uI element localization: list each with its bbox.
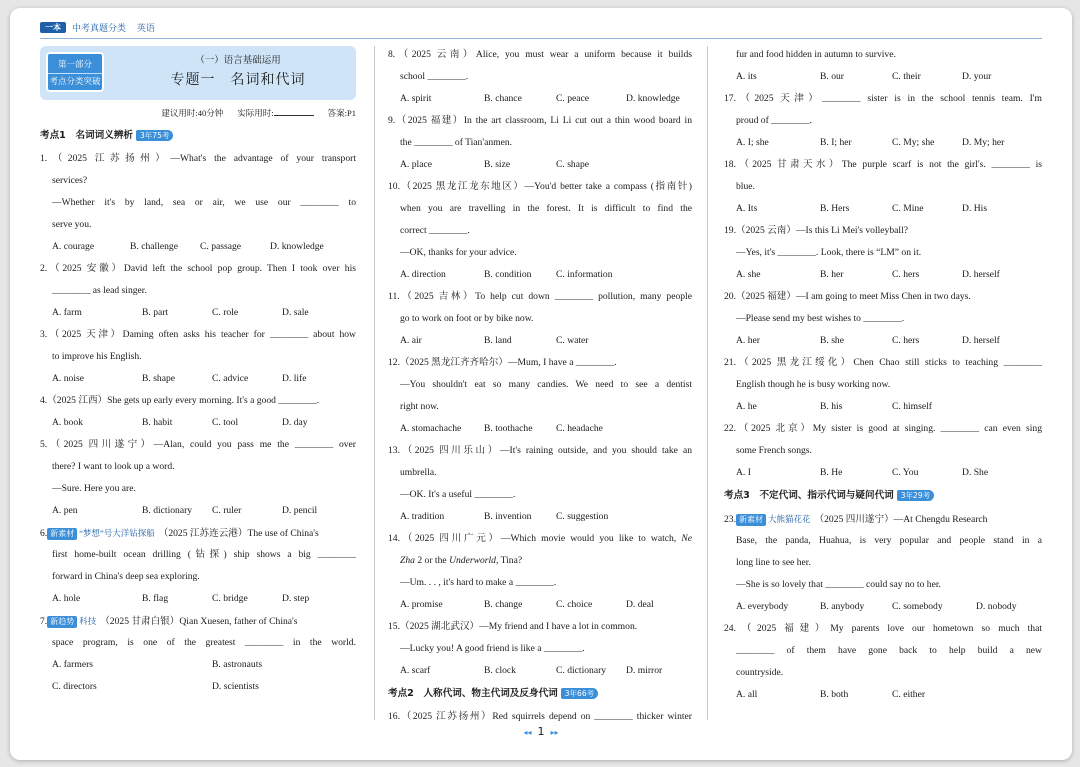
q3-option-b[interactable]: B. shape xyxy=(142,373,176,384)
q17-option-d[interactable]: D. My; her xyxy=(962,137,1005,148)
q14-option-c[interactable]: C. choice xyxy=(556,599,593,610)
q15-option-b[interactable]: B. clock xyxy=(484,665,516,676)
q22-line1: 22.（2025 北京）My sister is good at singing. ________ can even sing xyxy=(724,423,1042,434)
q13-option-b[interactable]: B. invention xyxy=(484,511,532,522)
q14-option-b[interactable]: B. change xyxy=(484,599,523,610)
q15-option-d[interactable]: D. mirror xyxy=(626,665,663,676)
q23-option-c[interactable]: C. somebody xyxy=(892,601,943,612)
q23-option-b[interactable]: B. anybody xyxy=(820,601,865,612)
q24-options xyxy=(724,684,1042,706)
q4-option-a[interactable]: A. book xyxy=(52,417,83,428)
q14-ne: Ne xyxy=(681,533,692,544)
q22-line2: some French songs. xyxy=(736,445,812,456)
q2-option-c[interactable]: C. role xyxy=(212,307,239,318)
q14-option-a[interactable]: A. promise xyxy=(400,599,443,610)
q16-option-c[interactable]: C. their xyxy=(892,71,921,82)
q7-line1-text: （2025 甘肃白银）Qian Xuesen, father of China's xyxy=(100,616,298,627)
q10-line4: —OK, thanks for your advice. xyxy=(400,247,517,258)
q22-option-d[interactable]: D. She xyxy=(962,467,989,478)
q8-line1: 8.（2025 云南）Alice, you must wear a uniform because it builds xyxy=(388,49,692,60)
q2-options xyxy=(40,302,356,324)
q4-option-c[interactable]: C. tool xyxy=(212,417,239,428)
q24-line3: countryside. xyxy=(736,667,784,678)
page-footer xyxy=(10,725,1072,738)
q5-line1: 5.（2025 四川遂宁）—Alan, could you pass me the ________ over xyxy=(40,439,356,450)
q14-line1 xyxy=(388,528,692,550)
q24-option-c[interactable]: C. either xyxy=(892,689,926,700)
q20-option-d[interactable]: D. herself xyxy=(962,335,1000,346)
q20-option-b[interactable]: B. she xyxy=(820,335,844,346)
q13-line1: 13.（2025 四川乐山）—It's raining outside, and you should take an xyxy=(388,445,692,456)
q8-line2: school ________. xyxy=(400,71,469,82)
q16-line2: fur and food hidden in autumn to survive. xyxy=(736,49,896,60)
q5-option-b[interactable]: B. dictionary xyxy=(142,505,193,516)
q6-option-a[interactable]: A. hole xyxy=(52,593,81,604)
brand-logo: 一本 xyxy=(40,22,66,33)
q5-option-a[interactable]: A. pen xyxy=(52,505,78,516)
q2-line2: ________ as lead singer. xyxy=(52,285,147,296)
q20-option-a[interactable]: A. her xyxy=(736,335,760,346)
q6-line1 xyxy=(40,522,356,544)
q15-line1: 15.（2025 湖北武汉）—My friend and I have a lot in common. xyxy=(388,621,638,632)
q9-line2: the ________ of Tian'anmen. xyxy=(400,137,513,148)
q7-topic: 科技 xyxy=(79,610,96,632)
q21-line1: 21.（2025 黑龙江绥化）Chen Chao still sticks to teaching ________ xyxy=(724,357,1042,368)
q7-new-trend-tag: 新趋势 xyxy=(47,616,77,628)
banner-subtitle: （一）语言基础运用 xyxy=(195,56,281,66)
column-divider-2 xyxy=(707,46,708,720)
column-3 xyxy=(724,44,1042,706)
q3-option-c[interactable]: C. advice xyxy=(212,373,249,384)
q22-option-a[interactable]: A. I xyxy=(736,467,751,478)
column-2 xyxy=(388,44,692,728)
q23-line1-text: （2025 四川遂宁）—At Chengdu Research xyxy=(814,514,988,525)
prev-arrow-icon: ◂◂ xyxy=(523,728,532,737)
q1-option-c[interactable]: C. passage xyxy=(200,241,242,252)
q16-option-b[interactable]: B. our xyxy=(820,71,844,82)
q1-option-a[interactable]: A. courage xyxy=(52,241,95,252)
actual-time-blank[interactable] xyxy=(274,104,314,116)
q17-option-a[interactable]: A. I; she xyxy=(736,137,769,148)
q23-topic: 大熊猫花花 xyxy=(768,508,811,530)
q15-options xyxy=(388,660,692,682)
q13-option-a[interactable]: A. tradition xyxy=(400,511,445,522)
q9-line1: 9.（2025 福建）In the art classroom, Li Li cut out a thin wood board in xyxy=(388,115,692,126)
q6-option-b[interactable]: B. flag xyxy=(142,593,169,604)
q4-option-b[interactable]: B. habit xyxy=(142,417,173,428)
q10-line2: when you are travelling in the forest. It is difficult to find the xyxy=(400,203,692,214)
q14-options xyxy=(388,594,692,616)
q3-option-a[interactable]: A. noise xyxy=(52,373,84,384)
q8-option-d[interactable]: D. knowledge xyxy=(626,93,680,104)
q23-line2: Base, the panda, Huahua, is very popular and people stand in a xyxy=(736,535,1042,546)
q16-line1: 16.（2025 江苏扬州）Red squirrels depend on ________ thicker winter xyxy=(388,711,692,722)
q13-option-c[interactable]: C. suggestion xyxy=(556,511,609,522)
q1-option-d[interactable]: D. knowledge xyxy=(270,241,324,252)
q9-option-c[interactable]: C. shape xyxy=(556,159,590,170)
q8-option-b[interactable]: B. chance xyxy=(484,93,522,104)
q6-line2: first home-built ocean drilling (钻探) ship shows a big ________ xyxy=(52,549,356,560)
q22-options xyxy=(724,462,1042,484)
q12-options xyxy=(388,418,692,440)
actual-time xyxy=(237,102,313,124)
column-1 xyxy=(40,44,356,698)
kp1-badge: 3年75考 xyxy=(136,130,173,141)
q3-option-d[interactable]: D. life xyxy=(282,373,307,384)
q14-line2-end: , Tina? xyxy=(495,555,523,566)
q16-options xyxy=(724,66,1042,88)
subject-name: 英语 xyxy=(136,23,155,34)
page-header xyxy=(40,17,155,37)
next-arrow-icon: ▸▸ xyxy=(550,728,559,737)
banner-title: 专题一 名词和代词 xyxy=(170,72,306,88)
q5-line2: there? I want to look up a word. xyxy=(52,461,175,472)
q24-option-b[interactable]: B. both xyxy=(820,689,849,700)
q12-option-b[interactable]: B. toothache xyxy=(484,423,533,434)
kp3-heading xyxy=(724,484,1042,508)
q7-option-a[interactable]: A. farmers xyxy=(52,659,94,670)
q9-option-a[interactable]: A. place xyxy=(400,159,432,170)
q17-options xyxy=(724,132,1042,154)
q7-number: 7. xyxy=(40,616,48,627)
q12-option-a[interactable]: A. stomachache xyxy=(400,423,462,434)
header-divider xyxy=(40,38,1042,39)
q20-option-c[interactable]: C. hers xyxy=(892,335,920,346)
worksheet-page xyxy=(10,8,1072,760)
q24-line1: 24.（2025 福建）My parents love our hometown so much that xyxy=(724,623,1042,634)
q4-line1: 4.（2025 江西）She gets up early every morning. It's a good ________. xyxy=(40,395,320,406)
q19-line2: —Yes, it's ________. Look, there is “LM” on it. xyxy=(736,247,922,258)
q6-topic: “梦想”号大洋钻探船 xyxy=(79,522,155,544)
q17-option-c[interactable]: C. My; she xyxy=(892,137,935,148)
q10-line1: 10.（2025 黑龙江龙东地区）—You'd better take a compass (指南针) xyxy=(388,181,692,192)
q23-option-d[interactable]: D. nobody xyxy=(976,601,1017,612)
q23-line4: —She is so lovely that ________ could say no to her. xyxy=(736,579,941,590)
q1-line4: serve you. xyxy=(52,219,92,230)
q8-option-c[interactable]: C. peace xyxy=(556,93,590,104)
q20-line2: —Please send my best wishes to ________. xyxy=(736,313,905,324)
part-badge-line2: 考点分类突破 xyxy=(49,77,101,87)
header-separator xyxy=(130,22,133,32)
q6-line3: forward in China's deep sea exploring. xyxy=(52,571,200,582)
q11-option-c[interactable]: C. water xyxy=(556,335,589,346)
q18-option-c[interactable]: C. Mine xyxy=(892,203,924,214)
q8-option-a[interactable]: A. spirit xyxy=(400,93,432,104)
q3-line1: 3.（2025 天津）Daming often asks his teacher for ________ about how xyxy=(40,329,356,340)
q3-line2: to improve his English. xyxy=(52,351,142,362)
q3-options xyxy=(40,368,356,390)
q21-option-c[interactable]: C. himself xyxy=(892,401,932,412)
q15-line2: —Lucky you! A good friend is like a ________. xyxy=(400,643,585,654)
q4-option-d[interactable]: D. day xyxy=(282,417,308,428)
q24-line2: ________ of them have gone back to help build a new xyxy=(736,645,1042,656)
q2-option-b[interactable]: B. part xyxy=(142,307,169,318)
q15-option-a[interactable]: A. scarf xyxy=(400,665,431,676)
q14-zha: Zha xyxy=(400,555,415,566)
q14-line3: —Um. . . , it's hard to make a ________. xyxy=(400,577,557,588)
q9-options xyxy=(388,154,692,176)
q7-option-d[interactable]: D. scientists xyxy=(212,681,259,692)
series-name: 中考真题分类 xyxy=(72,23,127,34)
q13-line3: —OK. It's a useful ________. xyxy=(400,489,516,500)
q16-option-a[interactable]: A. its xyxy=(736,71,757,82)
q12-option-c[interactable]: C. headache xyxy=(556,423,603,434)
q6-new-material-tag: 新素材 xyxy=(47,528,77,540)
q21-options xyxy=(724,396,1042,418)
q12-line1: 12.（2025 黑龙江齐齐哈尔）—Mum, I have a ________. xyxy=(388,357,617,368)
answer-ref: 答案:P1 xyxy=(327,108,356,118)
q16-option-d[interactable]: D. your xyxy=(962,71,992,82)
q17-line1: 17.（2025 天津）________ sister is in the school tennis team. I'm xyxy=(724,93,1042,104)
q19-line1: 19.（2025 云南）—Is this Li Mei's volleyball? xyxy=(724,225,908,236)
q10-options xyxy=(388,264,692,286)
q23-line3: long line to see her. xyxy=(736,557,811,568)
q18-option-b[interactable]: B. Hers xyxy=(820,203,850,214)
q2-option-d[interactable]: D. sale xyxy=(282,307,309,318)
q10-option-b[interactable]: B. condition xyxy=(484,269,532,280)
q23-number: 23. xyxy=(724,514,736,525)
kp1-heading xyxy=(40,124,356,148)
q5-line3: —Sure. Here you are. xyxy=(52,483,136,494)
q20-options xyxy=(724,330,1042,352)
q12-line2: —You shouldn't eat so many candies. We need to see a dentist xyxy=(400,379,692,390)
q5-options xyxy=(40,500,356,522)
q23-options xyxy=(724,596,1042,618)
q6-number: 6. xyxy=(40,528,48,539)
q22-option-c[interactable]: C. You xyxy=(892,467,919,478)
q13-options xyxy=(388,506,692,528)
q19-option-c[interactable]: C. hers xyxy=(892,269,920,280)
q15-option-c[interactable]: C. dictionary xyxy=(556,665,607,676)
q5-option-d[interactable]: D. pencil xyxy=(282,505,318,516)
q2-line1: 2.（2025 安徽）David left the school pop group. Then I took over his xyxy=(40,263,356,274)
q18-line1: 18.（2025 甘肃天水）The purple scarf is not the girl's. ________ is xyxy=(724,159,1042,170)
q11-option-b[interactable]: B. land xyxy=(484,335,512,346)
q22-option-b[interactable]: B. He xyxy=(820,467,843,478)
q17-option-b[interactable]: B. I; her xyxy=(820,137,852,148)
q23-option-a[interactable]: A. everybody xyxy=(736,601,789,612)
q21-option-a[interactable]: A. he xyxy=(736,401,757,412)
q7-option-b[interactable]: B. astronauts xyxy=(212,659,263,670)
q2-option-a[interactable]: A. farm xyxy=(52,307,82,318)
q14-underworld: Underworld xyxy=(449,555,496,566)
q11-option-a[interactable]: A. air xyxy=(400,335,422,346)
kp2-badge: 3年66考 xyxy=(561,688,598,699)
q11-line2: go to work on foot or by bike now. xyxy=(400,313,534,324)
q4-options xyxy=(40,412,356,434)
q19-option-b[interactable]: B. her xyxy=(820,269,844,280)
q10-option-a[interactable]: A. direction xyxy=(400,269,446,280)
time-row xyxy=(40,102,356,124)
q23-line1 xyxy=(724,508,1042,530)
q18-line2: blue. xyxy=(736,181,755,192)
q1-line3: —Whether it's by land, sea or air, we use our ________ to xyxy=(52,197,356,208)
q10-line3: correct ________. xyxy=(400,225,470,236)
suggested-time: 建议用时:40分钟 xyxy=(161,108,224,118)
q18-option-a[interactable]: A. Its xyxy=(736,203,758,214)
q17-line2: proud of ________. xyxy=(736,115,812,126)
q14-option-d[interactable]: D. deal xyxy=(626,599,654,610)
q8-options xyxy=(388,88,692,110)
kp2-title: 考点2 人称代词、物主代词及反身代词 xyxy=(388,688,558,699)
q7-options-row2 xyxy=(40,676,356,698)
q11-options xyxy=(388,330,692,352)
kp1-title: 考点1 名词词义辨析 xyxy=(40,130,134,141)
q11-line1: 11.（2025 吉林）To help cut down ________ pollution, many people xyxy=(388,291,692,302)
q18-option-d[interactable]: D. His xyxy=(962,203,988,214)
q6-options xyxy=(40,588,356,610)
actual-time-label: 实际用时: xyxy=(237,108,274,118)
q21-line2: English though he is busy working now. xyxy=(736,379,891,390)
q7-line1 xyxy=(40,610,356,632)
q1-option-b[interactable]: B. challenge xyxy=(130,241,178,252)
column-divider-1 xyxy=(374,46,375,720)
q6-option-c[interactable]: C. bridge xyxy=(212,593,248,604)
part-badge-line1: 第一部分 xyxy=(48,57,102,74)
q14-line1-text: 14.（2025 四川广元）—Which movie would you like to watch, xyxy=(388,533,677,544)
q7-line2: space program, is one of the greatest ________ in the world. xyxy=(52,637,356,648)
q18-options xyxy=(724,198,1042,220)
q12-line3: right now. xyxy=(400,401,439,412)
q5-option-c[interactable]: C. ruler xyxy=(212,505,242,516)
section-banner xyxy=(40,46,356,100)
q21-option-b[interactable]: B. his xyxy=(820,401,843,412)
q6-line1-text: （2025 江苏连云港）The use of China's xyxy=(158,528,319,539)
q19-option-d[interactable]: D. herself xyxy=(962,269,1000,280)
page-number: 1 xyxy=(537,725,545,738)
q1-line1: 1.（2025 江苏扬州）—What's the advantage of your transport xyxy=(40,153,356,164)
q24-option-a[interactable]: A. all xyxy=(736,689,758,700)
q19-option-a[interactable]: A. she xyxy=(736,269,761,280)
q1-options xyxy=(40,236,356,258)
q23-new-material-tag: 新素材 xyxy=(736,514,766,526)
q7-options-row1 xyxy=(40,654,356,676)
q10-option-c[interactable]: C. information xyxy=(556,269,613,280)
q6-option-d[interactable]: D. step xyxy=(282,593,310,604)
q7-option-c[interactable]: C. directors xyxy=(52,681,97,692)
part-badge xyxy=(46,52,104,92)
kp3-title: 考点3 不定代词、指示代词与疑问代词 xyxy=(724,490,894,501)
kp2-heading xyxy=(388,682,692,706)
q14-line2 xyxy=(388,550,692,572)
q13-line2: umbrella. xyxy=(400,467,437,478)
q9-option-b[interactable]: B. size xyxy=(484,159,511,170)
q14-line2-text: 2 or the xyxy=(417,555,447,566)
q19-options xyxy=(724,264,1042,286)
kp3-badge: 3年29考 xyxy=(897,490,934,501)
q1-line2: services? xyxy=(52,175,88,186)
q20-line1: 20.（2025 福建）—I am going to meet Miss Chen in two days. xyxy=(724,291,971,302)
